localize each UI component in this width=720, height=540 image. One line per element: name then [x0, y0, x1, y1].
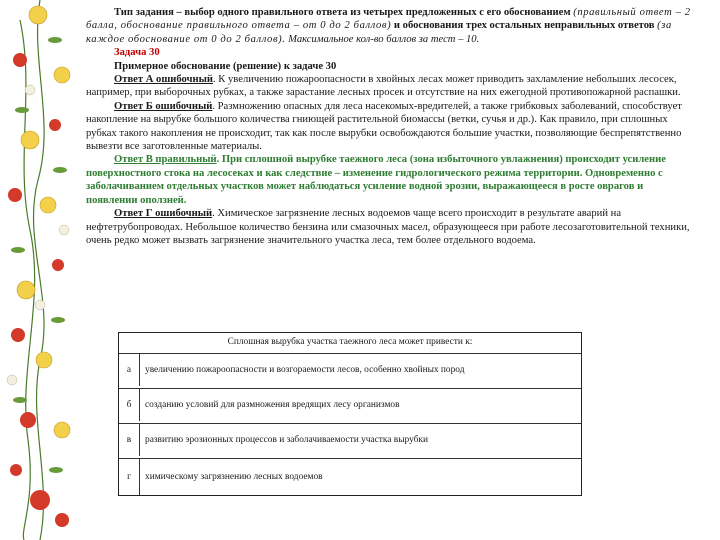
- floral-border-decoration: [0, 0, 82, 540]
- answer-a-text: . К увеличению пожароопасности в хвойных лесах может приводить захламление небольших лесосек, например, при выборочных рубках, а также зарастание лесных просек и отсутствие на них ежегодной противопожарной распашки.: [86, 74, 681, 99]
- intro-bold-1: Тип задания – выбор одного правильного ответа из четырех предложенных с его обоснованием: [114, 7, 571, 18]
- answer-b-label: Ответ Б ошибочный: [114, 100, 213, 112]
- solution-title: Примерное обоснование (решение) к задаче 30: [114, 60, 337, 72]
- option-row-a[interactable]: [119, 353, 581, 386]
- task-description: [86, 6, 694, 247]
- task-intro: [86, 6, 694, 46]
- answer-g: [86, 207, 694, 247]
- task-title: Задача 30: [114, 47, 160, 59]
- answer-a-label: Ответ А ошибочный: [114, 74, 213, 86]
- intro-italic-2: (за каждое обоснование от 0 до 2 баллов).: [86, 20, 672, 45]
- option-row-b[interactable]: [119, 388, 581, 421]
- option-letter: г: [119, 459, 140, 495]
- option-row-v[interactable]: [119, 423, 581, 456]
- answer-b: [86, 100, 694, 154]
- answer-v: [86, 153, 694, 207]
- answer-v-text: . При сплошной вырубке таежного леса (зона избыточного увлажнения) происходит усиление поверхностного стока на лесосеках и как следствие – изменение гидрологического режима территории. Одновременно с заболачиванием отдельных участков может наблюдаться усиление водной эрозии, выражающееся в росте оврагов и появлении оползней.: [86, 154, 666, 206]
- question-table: [118, 332, 582, 496]
- option-letter: а: [119, 354, 140, 386]
- option-text: увеличению пожароопасности и возгораемости лесов, особенно хвойных пород: [145, 365, 465, 375]
- question-text: Сплошная вырубка участка таежного леса может привести к:: [227, 337, 473, 347]
- option-letter: б: [119, 389, 140, 421]
- answer-g-label: Ответ Г ошибочный: [114, 208, 213, 220]
- answer-v-label: Ответ В правильный: [114, 154, 217, 166]
- option-text: созданию условий для размножения вредящих лесу организмов: [145, 400, 400, 410]
- answer-b-text: . Размножению опасных для леса насекомых-вредителей, а также грибковых заболеваний, способствует накопление на вырубке большого количества гниющей растительной биомассы (ветки, сучья и др.). Как правило, при сплошных рубках такого накопления не происходит, так как после вырубки освобождаются большие участки, позволяющие беспрепятственно вывезти все заготовленные материалы.: [86, 100, 682, 153]
- intro-italic-1: (правильный ответ – 2 балла, обоснование правильного ответа – от 0 до 2 баллов): [86, 7, 691, 32]
- answer-g-text: . Химическое загрязнение лесных водоемов чаще всего происходит в результате аварий на нефтетрубопроводах. Небольшое количество бензина или смазочных масел, образующееся при работе лесозаготовительной техники, очень редко может вызвать загрязнение значительного участка леса, тем более отдельного водоема.: [86, 208, 690, 246]
- option-letter: в: [119, 424, 140, 456]
- option-text: химическому загрязнению лесных водоемов: [145, 472, 323, 482]
- intro-bold-2: и обоснования трех остальных неправильных ответов: [391, 20, 658, 32]
- option-row-g[interactable]: [119, 458, 581, 495]
- answer-a: [86, 73, 694, 100]
- intro-tail: Максимальное кол-во баллов за тест – 10.: [285, 33, 480, 45]
- option-text: развитию эрозионных процессов и заболачиваемости участка вырубки: [145, 435, 428, 445]
